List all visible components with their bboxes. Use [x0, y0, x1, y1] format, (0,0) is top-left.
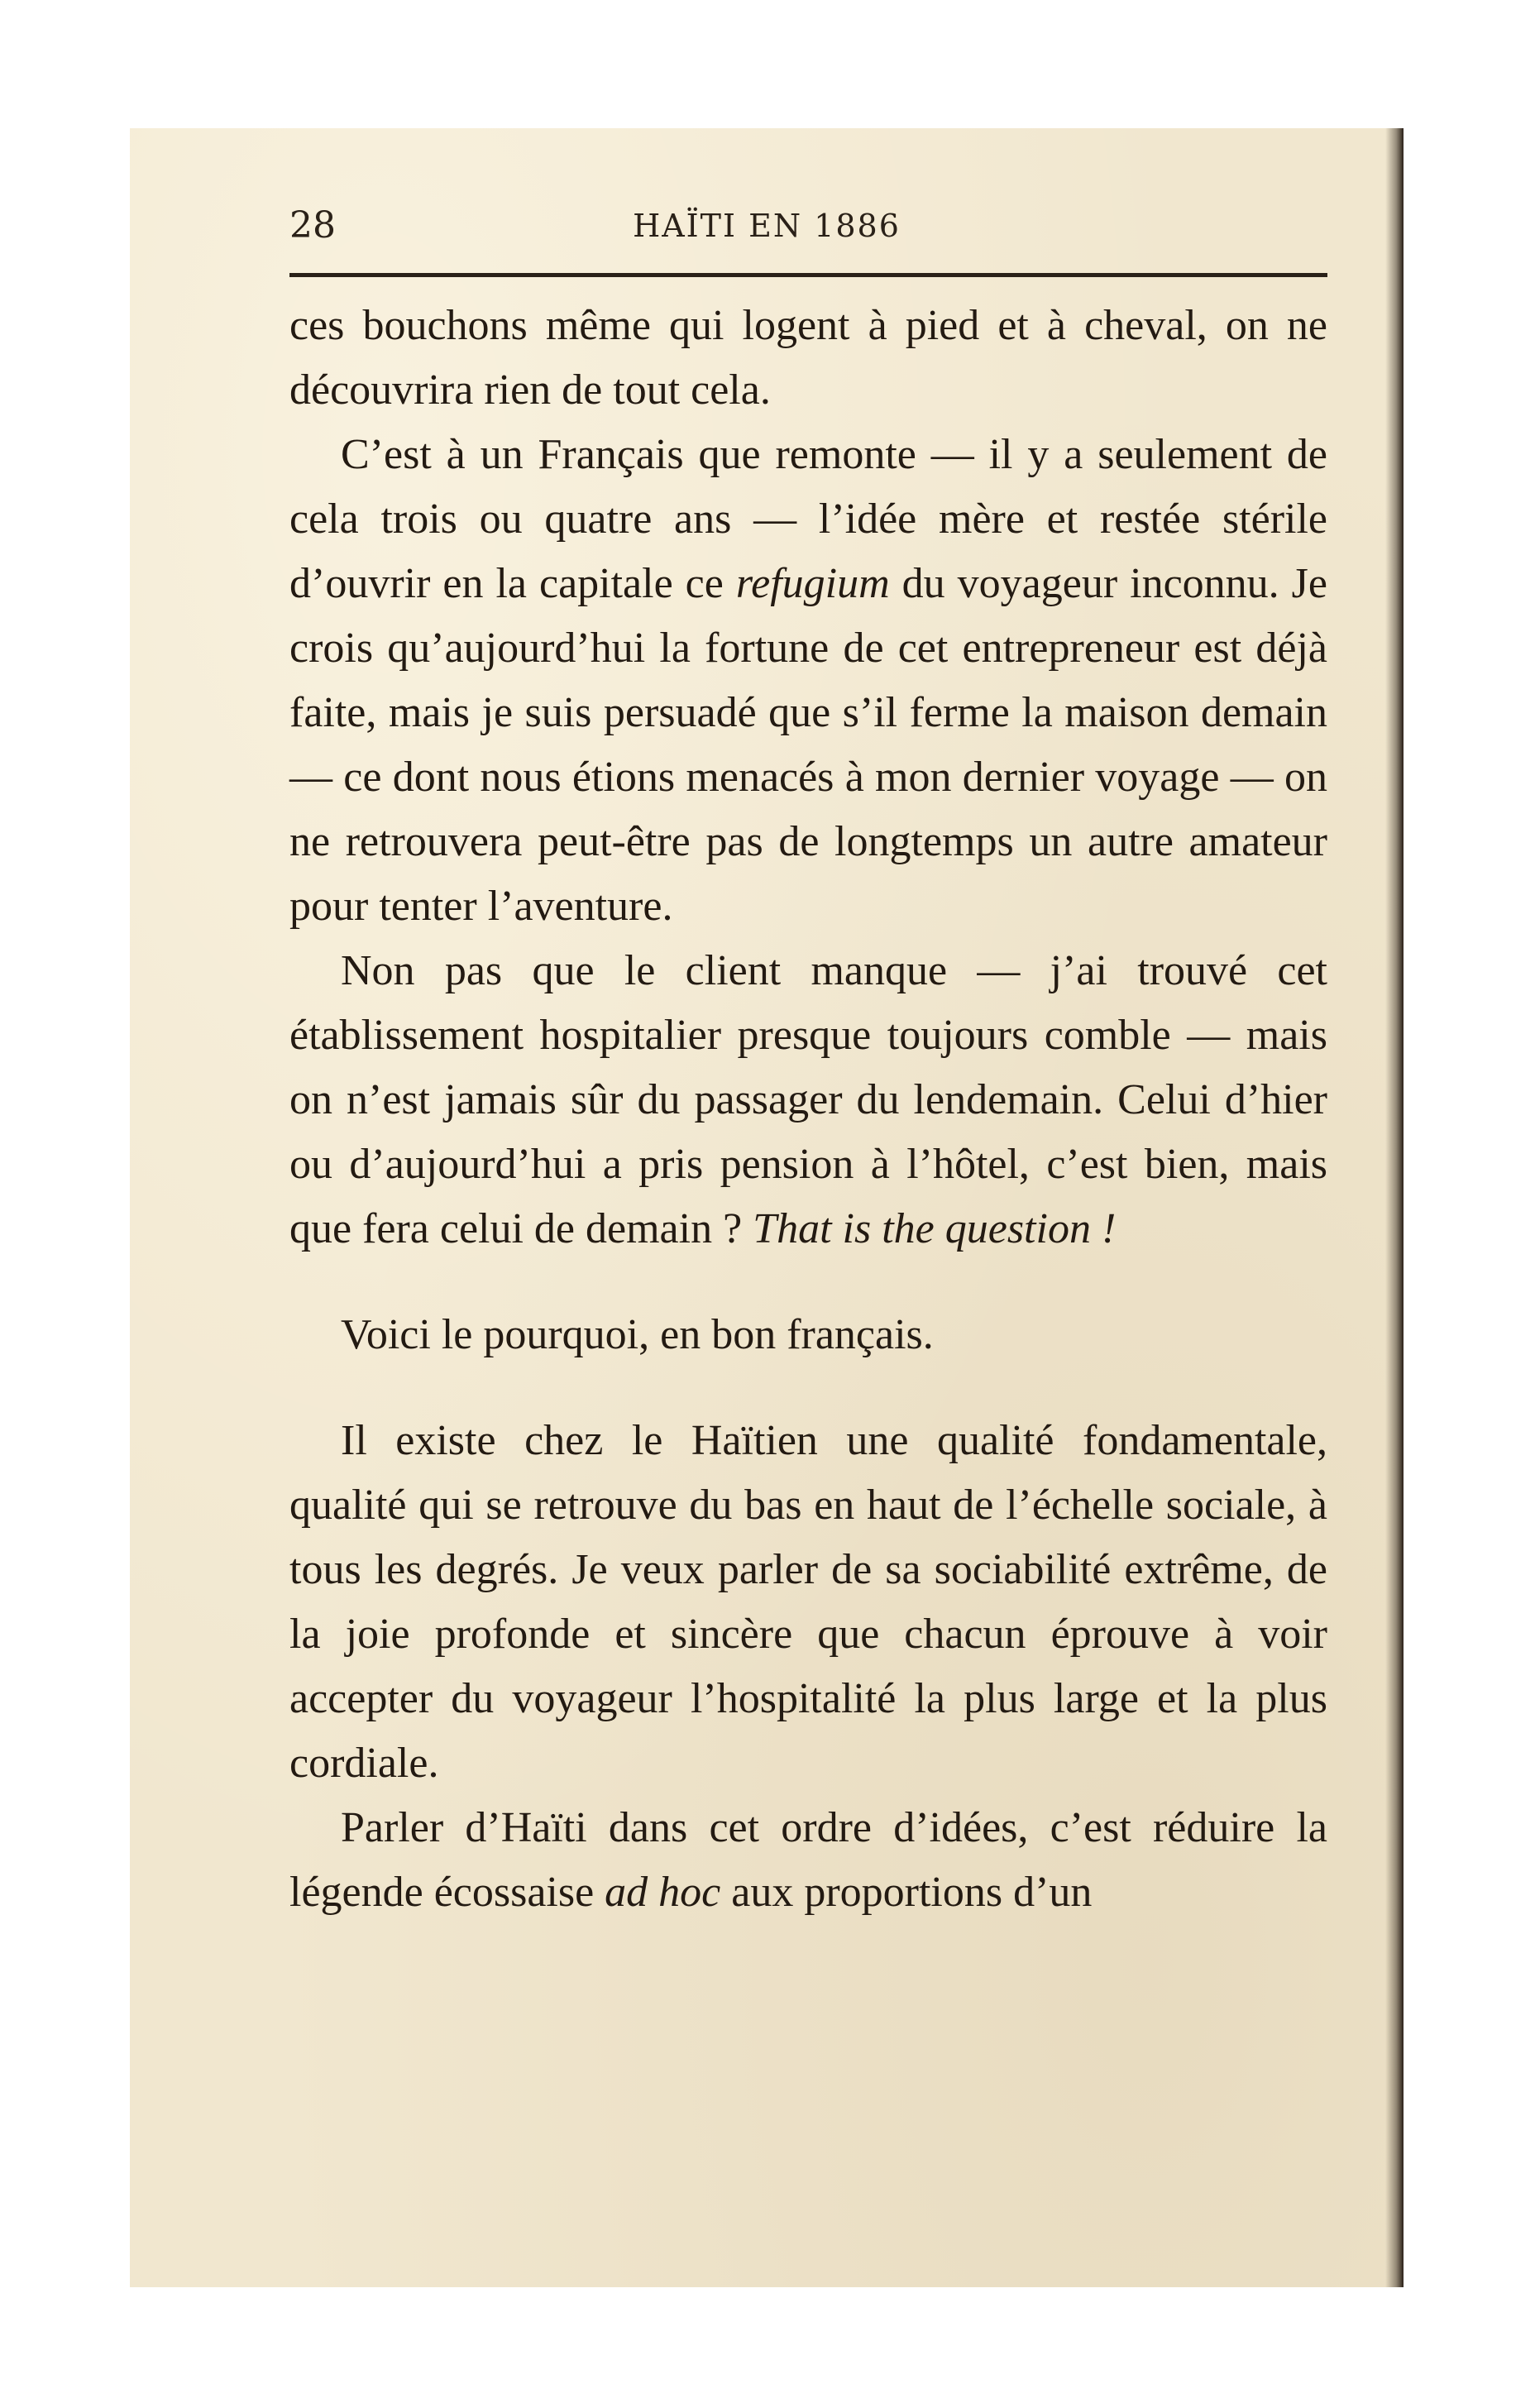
- paragraph-2: [289, 423, 1327, 939]
- paragraph-3: [289, 939, 1327, 1261]
- running-title: HAÏTI EN 1886: [633, 208, 901, 244]
- paragraph-5: Il existe chez le Haïtien une qualité fondamentale, qualité qui se retrouve du bas en haut de l’échelle sociale, à tous les degrés. Je veux parler de sa sociabilité extrême, de la joie profonde et sincère que chacun éprouve à voir accepter du voyageur l’hospitalité la plus large et la plus cordiale.: [289, 1417, 1327, 1787]
- paragraph-4: Voici le pourquoi, en bon français.: [341, 1311, 934, 1358]
- paragraph-2-text-b: du voyageur inconnu. Je crois qu’aujourd’hui la fortune de cet entrepreneur est déjà faite, mais je suis persuadé que s’il ferme la maison demain — ce dont nous étions menacés à mon dernier voyage — on ne retrouvera peut-être pas de longtemps un autre amateur pour tenter l’aventure.: [289, 560, 1327, 930]
- paragraph-6: [289, 1796, 1327, 1925]
- page-spine-shadow: [1385, 128, 1403, 2287]
- paragraph-2-text-a: C’est à un Français que remonte — il y a seulement de cela trois ou quatre ans — l’idée mère et restée stérile d’ouvrir en la capitale ce: [289, 431, 1327, 607]
- body-text: [289, 294, 1327, 1925]
- paragraph-2-italic: refugium: [735, 560, 890, 607]
- running-head: [130, 204, 1403, 262]
- paragraph-6-text-a: Parler d’Haïti dans cet ordre d’idées, c’est réduire la légende écossaise: [289, 1804, 1327, 1916]
- page-number: 28: [289, 204, 336, 247]
- paragraph-1: ces bouchons même qui logent à pied et à cheval, on ne découvrira rien de tout cela.: [289, 302, 1327, 414]
- paragraph-6-italic: ad hoc: [605, 1869, 721, 1916]
- book-page: [130, 128, 1403, 2287]
- paragraph-3-italic: That is the question !: [753, 1205, 1117, 1252]
- header-rule: [289, 273, 1327, 277]
- paragraph-3-text-a: Non pas que le client manque — j’ai trouvé cet établissement hospitalier presque toujours comble — mais on n’est jamais sûr du passager du lendemain. Celui d’hier ou d’aujourd’hui a pris pension à l’hôtel, c’est bien, mais que fera celui de demain ?: [289, 947, 1327, 1252]
- paragraph-6-text-b: aux proportions d’un: [720, 1869, 1093, 1916]
